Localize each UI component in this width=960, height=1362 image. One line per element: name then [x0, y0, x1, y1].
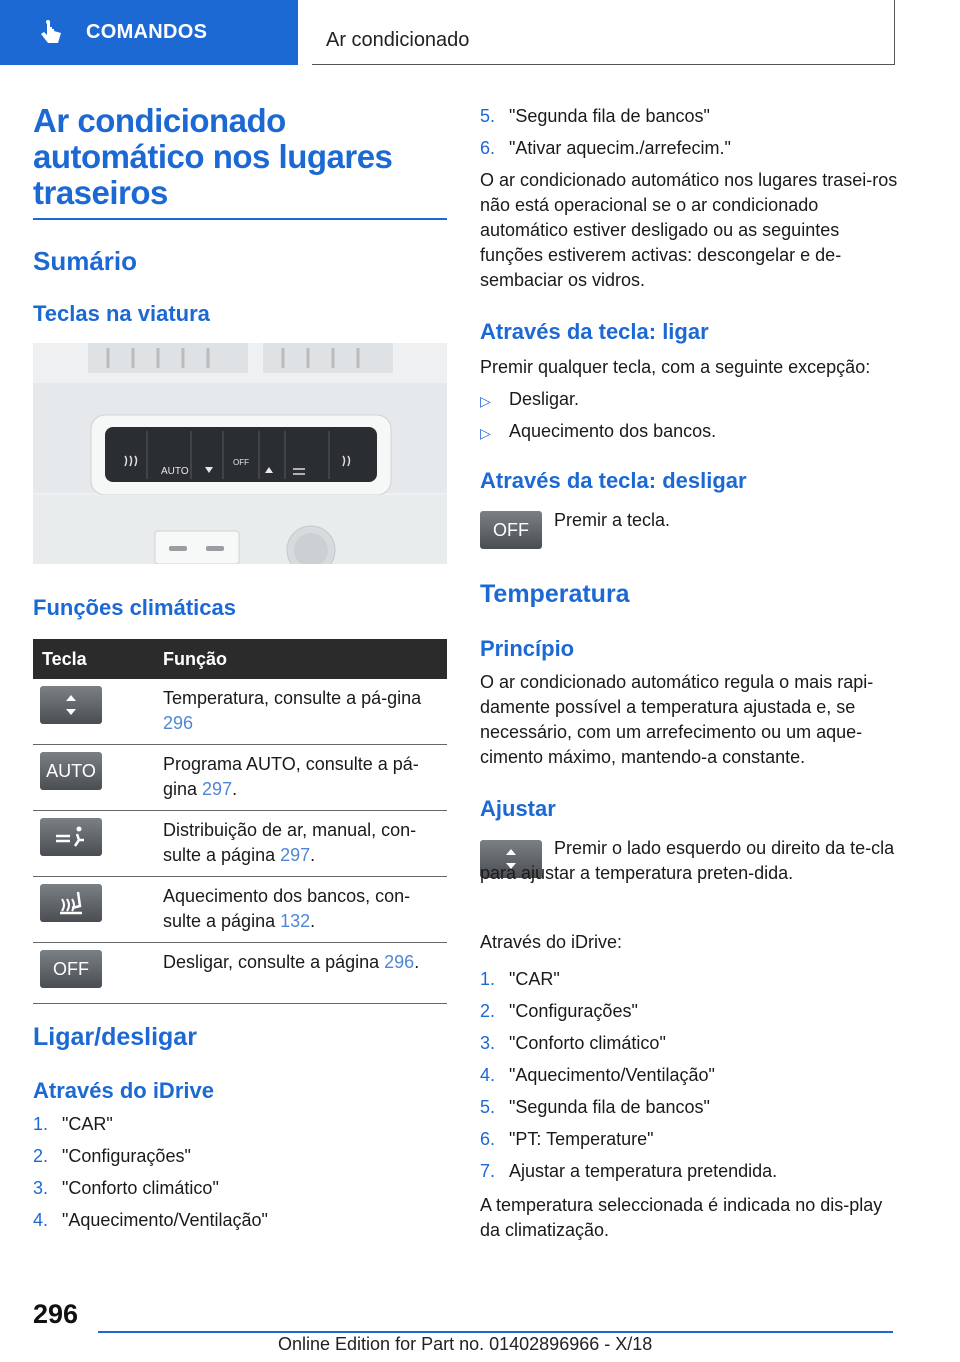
svg-text:OFF: OFF: [233, 458, 249, 467]
list-item: 7. Ajustar a temperatura pretendida.: [480, 1161, 778, 1181]
page-link[interactable]: 296: [163, 713, 194, 733]
edition-note: Online Edition for Part no. 01402896966 - X/18: [278, 1334, 653, 1354]
list-item: 4. "Aquecimento/Ventilação": [33, 1210, 268, 1230]
page-link[interactable]: 297: [202, 779, 233, 799]
functions-table: [33, 639, 447, 1004]
idrive-heading: Através do iDrive: [33, 1078, 214, 1103]
section-label: COMANDOS: [86, 21, 208, 43]
list-item: 5. "Segunda fila de bancos": [480, 1097, 710, 1117]
svg-text:AUTO: AUTO: [161, 466, 189, 477]
page-link[interactable]: 132: [280, 911, 311, 931]
adjust-heading: Ajustar: [480, 796, 556, 821]
page-link[interactable]: 297: [280, 845, 311, 865]
temperature-heading: Temperatura: [480, 580, 630, 608]
row-text: Temperatura, consulte a pá-gina: [163, 688, 422, 708]
list-item: 4. "Aquecimento/Ventilação": [480, 1065, 715, 1085]
page-number: 296: [33, 1299, 79, 1329]
chapter-header: [312, 0, 895, 65]
column-header-function: Função: [163, 639, 447, 679]
keys-heading: Teclas na viatura: [33, 301, 210, 326]
list-item: 6. "Ativar aquecim./arrefecim.": [480, 138, 731, 158]
functions-heading: Funções climáticas: [33, 595, 236, 620]
seat-heating-key-button: [40, 884, 102, 922]
list-item: 1. "CAR": [480, 969, 560, 989]
row-text: Distribuição de ar, manual, con-sulte a página: [163, 820, 417, 865]
page-title: Ar condicionado automático nos lugares traseiros: [33, 102, 393, 211]
row-text: Desligar, consulte a página: [163, 952, 385, 972]
result-text: A temperatura seleccionada é indicada no dis-play da climatização.: [480, 1195, 883, 1240]
row-text: Aquecimento dos bancos, con-sulte a página: [163, 886, 411, 931]
principle-heading: Princípio: [480, 636, 575, 661]
principle-text: O ar condicionado automático regula o mais rapi-damente possível a temperatura ajustada e, se necessário, com um arrefecimento ou um aque-cimento máximo, mantendo-a constante.: [480, 672, 874, 767]
auto-key-button: AUTO: [40, 752, 102, 790]
list-item: ▷ Desligar.: [480, 387, 579, 414]
triangle-bullet-icon: ▷: [480, 425, 491, 441]
list-item: 2. "Configurações": [480, 1001, 638, 1021]
on-off-heading: Ligar/desligar: [33, 1023, 197, 1051]
list-item: 6. "PT: Temperature": [480, 1129, 654, 1149]
page-link[interactable]: 296: [384, 952, 415, 972]
hand-pointer-icon: [38, 19, 66, 47]
title-divider: [33, 218, 447, 220]
table-row: OFF Desligar, consulte a página 296.: [33, 943, 447, 1004]
table-row: Aquecimento dos bancos, con-sulte a página 132.: [33, 877, 447, 943]
row-text: Programa AUTO, consulte a pá-gina: [163, 754, 419, 799]
table-header-row: [33, 639, 447, 679]
off-key-button: OFF: [40, 950, 102, 988]
list-item: 3. "Conforto climático": [480, 1033, 666, 1053]
key-on-heading: Através da tecla: ligar: [480, 319, 709, 344]
column-header-key: Tecla: [33, 639, 163, 679]
vehicle-keys-photo: [33, 343, 447, 564]
key-off-text: Premir a tecla.: [554, 510, 671, 530]
table-row: AUTO Programa AUTO, consulte a pá-gina 297.: [33, 745, 447, 811]
list-item: 2. "Configurações": [33, 1146, 191, 1166]
air-distribution-icon: [40, 818, 102, 856]
operation-note: O ar condicionado automático nos lugares trasei-ros não está operacional se o ar condicionado automático estiver desligado ou as seguintes funções estiverem activas: descongelar e de-sembaciar os vidros.: [480, 170, 898, 290]
list-item: 3. "Conforto climático": [33, 1178, 219, 1198]
idrive-intro: Através do iDrive:: [480, 932, 623, 952]
key-off-heading: Através da tecla: desligar: [480, 468, 747, 493]
triangle-bullet-icon: ▷: [480, 393, 491, 409]
temperature-key-button: [40, 686, 102, 724]
list-item: 1. "CAR": [33, 1114, 113, 1134]
footer-divider: [98, 1331, 893, 1333]
off-key-button: OFF: [480, 511, 542, 549]
air-distribution-key-button: [40, 818, 102, 856]
list-item: ▷ Aquecimento dos bancos.: [480, 419, 716, 446]
table-row: [33, 679, 447, 745]
section-tab[interactable]: [0, 0, 298, 65]
list-item: 5. "Segunda fila de bancos": [480, 106, 710, 126]
table-row: Distribuição de ar, manual, con-sulte a página 297.: [33, 811, 447, 877]
adjust-text: Premir o lado esquerdo ou direito da te-cla para ajustar a temperatura preten-dida.: [480, 838, 895, 883]
temperature-arrows-icon: [40, 686, 102, 724]
summary-heading: Sumário: [33, 246, 138, 276]
chapter-title: Ar condicionado: [326, 29, 470, 51]
seat-heating-icon: [40, 884, 102, 922]
key-on-text: Premir qualquer tecla, com a seguinte excepção:: [480, 357, 871, 377]
